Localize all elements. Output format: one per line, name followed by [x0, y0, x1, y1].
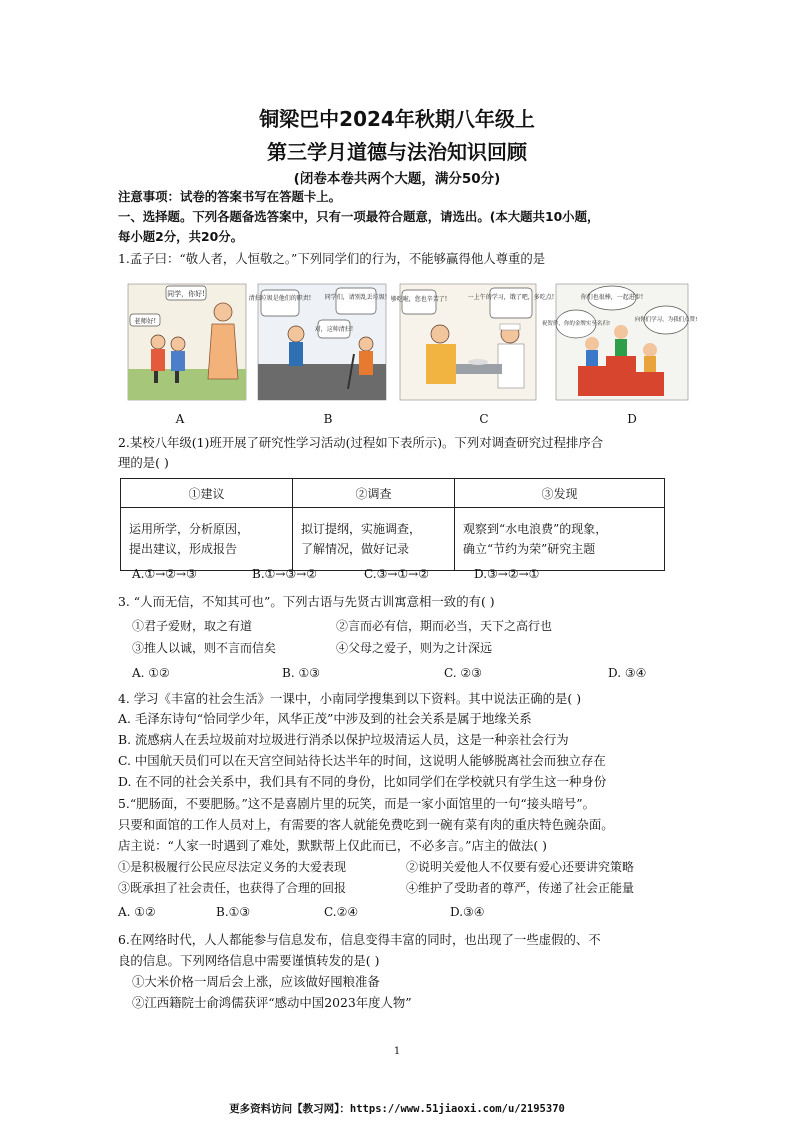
cell-line: 提出建议，形成报告 [129, 542, 238, 556]
bubble-c-1: 够吃啦，您也辛苦了! [390, 296, 448, 303]
bubble-a-2: 老师好! [133, 317, 157, 325]
bubble-c-2: 一上午的学习，饿了吧，多吃点! [467, 294, 555, 301]
cell-line: 观察到“水电浪费”的现象， [463, 522, 608, 536]
q2-option-b[interactable]: B.①→③→② [252, 567, 318, 581]
cell-line: 拟订提纲，实施调查， [301, 522, 422, 536]
q5-option-b[interactable]: B.①③ [216, 905, 251, 919]
bubble-d-1: 你们也很棒，一起进步! [580, 294, 644, 301]
cell-line: 了解情况，做好记录 [301, 542, 410, 556]
q5-item-4: ④维护了受助者的尊严，传递了社会正能量 [406, 881, 635, 895]
table-header-cell: ①建议 [121, 479, 293, 508]
q4-option-c[interactable]: C. 中国航天员们可以在天宫空间站待长达半年的时间，这说明人能够脱离社会而独立存在 [118, 753, 606, 768]
cartoon-c-illustration [390, 284, 555, 400]
table-row [121, 508, 665, 571]
q5-item-1: ①是积极履行公民应尽法定义务的大爱表现 [118, 860, 347, 874]
section1-heading-line2: 每小题2分，共20分。 [118, 229, 243, 244]
q1-cartoons [128, 284, 698, 400]
bubble-b2-1: 同学们，请别乱丢垃圾! [324, 294, 388, 301]
q6-item-2: ②江西籍院士俞鸿儒获评“感动中国2023年度人物” [132, 995, 412, 1010]
q3-item-1: ①君子爱财，取之有道 [132, 619, 253, 633]
cell-line: 运用所学，分析原因， [129, 522, 250, 536]
q6-line1: 6.在网络时代，人人都能参与信息发布，信息变得丰富的同时，也出现了一些虚假的、不 [118, 932, 601, 947]
q2-stem-line1: 2.某校八年级(1)班开展了研究性学习活动(过程如下表所示)。下列对调查研究过程排序合 [118, 435, 604, 450]
q2-option-c[interactable]: C.③→①→② [364, 567, 429, 581]
exam-subtitle: (闭卷本卷共两个大题，满分50分) [293, 171, 501, 187]
cartoon-b-illustration [248, 284, 388, 400]
q5-option-c[interactable]: C.②④ [324, 905, 359, 919]
q1-caption-d: D [627, 412, 637, 426]
bubble-b-2: 对，这帅清扫! [314, 326, 354, 333]
cartoon-a-illustration [128, 284, 246, 400]
q2-option-d[interactable]: D.③→②→① [474, 567, 540, 581]
title-line-2: 第三学月道德与法治知识回顾 [267, 140, 527, 164]
table-cell [455, 508, 665, 571]
q1-caption-c: C [479, 412, 489, 426]
q5-line1: 5.“肥肠面，不要肥肠。”这不是喜剧片里的玩笑，而是一家小面馆里的一句“接头暗号”。 [118, 796, 596, 811]
table-cell [293, 508, 455, 571]
table-header-row [121, 479, 665, 508]
bubble-b-1: 清扫垃圾是他们的职责! [248, 295, 312, 302]
cartoon-d-illustration [541, 284, 698, 400]
bubble-d-2: 祝贺你，你的金牌实至名归! [541, 321, 611, 327]
q5-option-d[interactable]: D.③④ [450, 905, 485, 919]
q3-option-d[interactable]: D. ③④ [608, 666, 647, 680]
q6-item-1: ①大米价格一周后会上涨，应该做好囤粮准备 [132, 974, 380, 989]
q4-option-d[interactable]: D. 在不同的社会关系中，我们具有不同的身份，比如同学们在学校就只有学生这一种身份 [118, 774, 607, 789]
q3-option-a[interactable]: A. ①② [132, 666, 170, 680]
q3-option-c[interactable]: C. ②③ [444, 666, 482, 680]
q2-table [120, 478, 665, 571]
q1-caption-b: B [323, 412, 333, 426]
q4-option-b[interactable]: B. 流感病人在丢垃圾前对垃圾进行消杀以保护垃圾清运人员，这是一种亲社会行为 [118, 732, 569, 747]
q3-item-2: ②言而必有信，期而必当，天下之高行也 [336, 619, 553, 633]
q4-stem: 4. 学习《丰富的社会生活》一课中，小南同学搜集到以下资料。其中说法正确的是( ) [118, 691, 582, 706]
q3-option-b[interactable]: B. ①③ [282, 666, 320, 680]
page-number: 1 [393, 1046, 401, 1057]
bubble-d-3: 向你们学习，为我们点赞! [634, 317, 698, 323]
q5-item-2: ②说明关爱他人不仅要有爱心还要讲究策略 [406, 860, 635, 874]
q5-option-a[interactable]: A. ①② [118, 905, 156, 919]
q3-item-3: ③推人以诚，则不言而信矣 [132, 641, 277, 655]
table-cell [121, 508, 293, 571]
footer-link[interactable]: 更多资料访问【教习网】：https://www.51jiaoxi.com/u/2195370 [229, 1103, 565, 1115]
q3-stem: 3. “人而无信，不知其可也”。下列古语与先贤古训寓意相一致的有( ) [118, 594, 495, 609]
q5-line2: 只要和面馆的工作人员对上，有需要的客人就能免费吃到一碗有菜有肉的重庆特色豌杂面。 [118, 817, 614, 832]
bubble-a-1: 同学，你好! [167, 290, 205, 298]
q3-item-4: ④父母之爱子，则为之计深远 [336, 641, 493, 655]
q1-stem: 1.孟子曰：“敬人者，人恒敬之。”下列同学们的行为，不能够赢得他人尊重的是 [118, 251, 546, 266]
cell-line: 确立“节约为荣”研究主题 [463, 542, 596, 556]
section1-heading-line1: 一、选择题。下列各题备选答案中，只有一项最符合题意，请选出。(本大题共10小题， [118, 209, 600, 224]
q5-line3: 店主说：“人家一时遇到了难处，默默帮上仅此而已，不必多言。”店主的做法( ) [118, 838, 547, 853]
q2-stem-line2: 理的是( ) [118, 455, 169, 470]
q4-option-a[interactable]: A. 毛泽东诗句“恰同学少年，风华正茂”中涉及到的社会关系是属于地缘关系 [118, 711, 532, 726]
q6-line2: 良的信息。下列网络信息中需要谨慎转发的是( ) [118, 953, 380, 968]
q2-option-a[interactable]: A.①→②→③ [132, 567, 197, 581]
q1-caption-a: A [175, 412, 185, 426]
q5-item-3: ③既承担了社会责任，也获得了合理的回报 [118, 881, 347, 895]
table-header-cell: ③发现 [455, 479, 665, 508]
table-header-cell: ②调查 [293, 479, 455, 508]
title-line-1: 铜梁巴中2024年秋期八年级上 [259, 107, 535, 131]
notice: 注意事项：试卷的答案书写在答题卡上。 [118, 189, 342, 204]
